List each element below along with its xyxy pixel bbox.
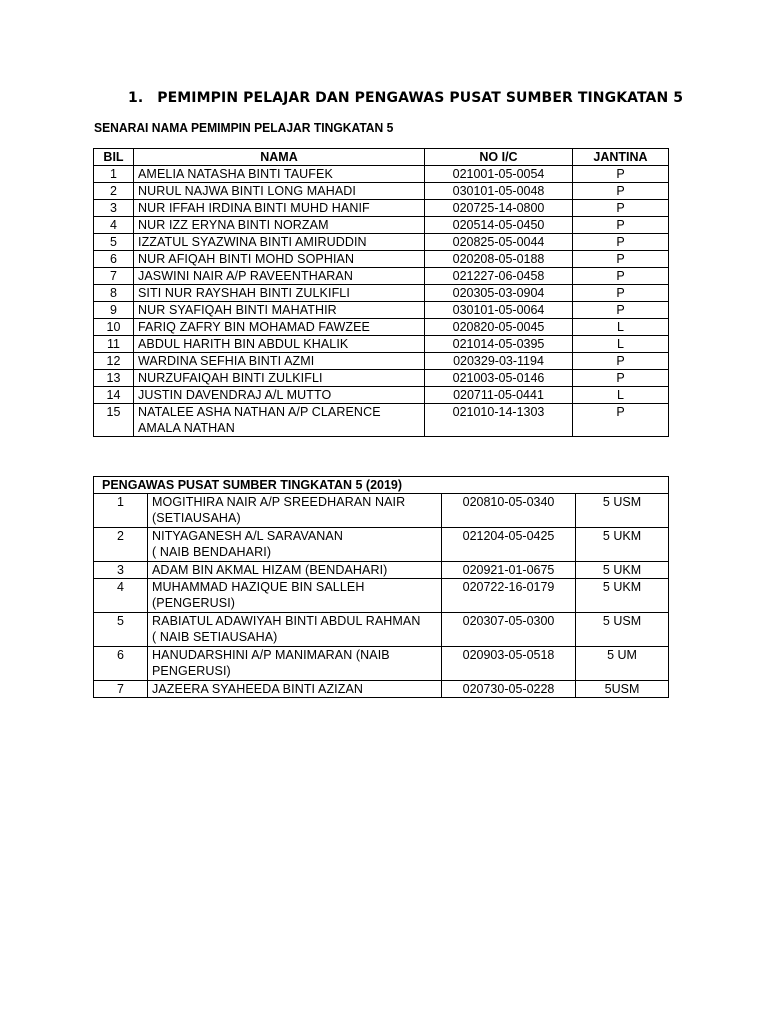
row-noic: 020810-05-0340	[442, 494, 576, 528]
librarians-table-body	[94, 494, 669, 698]
row-bil: 3	[94, 200, 134, 217]
row-noic: 020208-05-0188	[425, 251, 573, 268]
table-row	[94, 404, 669, 437]
row-bil: 6	[94, 647, 148, 681]
row-nama	[148, 562, 442, 579]
row-class: 5 UKM	[576, 562, 669, 579]
row-nama-text: MOGITHIRA NAIR A/P SREEDHARAN NAIR	[152, 495, 406, 509]
table-row	[94, 166, 669, 183]
table-row	[94, 353, 669, 370]
table-row	[94, 319, 669, 336]
row-bil: 5	[94, 613, 148, 647]
row-role-text: PENGERUSI)	[152, 664, 231, 678]
row-nama	[148, 528, 442, 562]
row-nama	[148, 647, 442, 681]
header-jantina: JANTINA	[573, 149, 669, 166]
leaders-header-row	[94, 149, 669, 166]
row-role-text: ( NAIB BENDAHARI)	[152, 545, 272, 559]
row-noic: 020730-05-0228	[442, 681, 576, 698]
row-jantina: P	[573, 166, 669, 183]
row-noic: 020329-03-1194	[425, 353, 573, 370]
row-noic: 030101-05-0064	[425, 302, 573, 319]
row-bil: 2	[94, 183, 134, 200]
row-role-text: (SETIAUSAHA)	[152, 511, 241, 525]
table-row	[94, 302, 669, 319]
leaders-list-title: SENARAI NAMA PEMIMPIN PELAJAR TINGKATAN 5	[94, 120, 394, 135]
header-noic: NO I/C	[425, 149, 573, 166]
row-jantina: L	[573, 387, 669, 404]
table-row	[94, 285, 669, 302]
row-nama-text: RABIATUL ADAWIYAH BINTI ABDUL RAHMAN	[152, 614, 421, 628]
row-class: 5 UM	[576, 647, 669, 681]
table-row	[94, 562, 669, 579]
row-nama	[148, 494, 442, 528]
row-noic: 020514-05-0450	[425, 217, 573, 234]
row-noic: 020921-01-0675	[442, 562, 576, 579]
row-class: 5 USM	[576, 613, 669, 647]
row-noic: 020903-05-0518	[442, 647, 576, 681]
table-row	[94, 579, 669, 613]
leaders-table	[93, 148, 669, 437]
table-row	[94, 370, 669, 387]
row-bil: 15	[94, 404, 134, 437]
row-noic: 020820-05-0045	[425, 319, 573, 336]
row-bil: 1	[94, 166, 134, 183]
row-nama-text: NITYAGANESH A/L SARAVANAN	[152, 529, 343, 543]
row-nama: NUR IFFAH IRDINA BINTI MUHD HANIF	[134, 200, 425, 217]
row-role-text: ( NAIB SETIAUSAHA)	[152, 630, 278, 644]
row-bil: 12	[94, 353, 134, 370]
row-nama	[148, 681, 442, 698]
row-class: 5 UKM	[576, 528, 669, 562]
table-row	[94, 528, 669, 562]
row-jantina: P	[573, 302, 669, 319]
row-noic: 020722-16-0179	[442, 579, 576, 613]
table-row	[94, 251, 669, 268]
row-noic: 020825-05-0044	[425, 234, 573, 251]
table-row	[94, 217, 669, 234]
row-nama: ABDUL HARITH BIN ABDUL KHALIK	[134, 336, 425, 353]
row-bil: 11	[94, 336, 134, 353]
document-heading	[128, 90, 683, 106]
row-bil: 13	[94, 370, 134, 387]
row-nama: JASWINI NAIR A/P RAVEENTHARAN	[134, 268, 425, 285]
row-nama: WARDINA SEFHIA BINTI AZMI	[134, 353, 425, 370]
row-nama: NUR IZZ ERYNA BINTI NORZAM	[134, 217, 425, 234]
row-nama: JUSTIN DAVENDRAJ A/L MUTTO	[134, 387, 425, 404]
row-class: 5 UKM	[576, 579, 669, 613]
row-jantina: L	[573, 319, 669, 336]
table-row	[94, 336, 669, 353]
row-bil: 9	[94, 302, 134, 319]
row-jantina: P	[573, 217, 669, 234]
row-noic: 021227-06-0458	[425, 268, 573, 285]
librarians-table	[93, 476, 669, 698]
row-nama: IZZATUL SYAZWINA BINTI AMIRUDDIN	[134, 234, 425, 251]
row-jantina: P	[573, 370, 669, 387]
row-noic: 020307-05-0300	[442, 613, 576, 647]
row-bil: 4	[94, 579, 148, 613]
row-nama	[148, 613, 442, 647]
table-row	[94, 268, 669, 285]
row-noic: 021003-05-0146	[425, 370, 573, 387]
row-jantina: P	[573, 251, 669, 268]
row-noic: 021204-05-0425	[442, 528, 576, 562]
row-noic: 020725-14-0800	[425, 200, 573, 217]
row-nama: FARIQ ZAFRY BIN MOHAMAD FAWZEE	[134, 319, 425, 336]
row-nama: AMELIA NATASHA BINTI TAUFEK	[134, 166, 425, 183]
row-bil: 2	[94, 528, 148, 562]
row-nama: NURZUFAIQAH BINTI ZULKIFLI	[134, 370, 425, 387]
row-nama-text: ADAM BIN AKMAL HIZAM (BENDAHARI)	[152, 563, 388, 577]
row-nama: NURUL NAJWA BINTI LONG MAHADI	[134, 183, 425, 200]
table-row	[94, 494, 669, 528]
row-jantina: P	[573, 285, 669, 302]
row-nama-text: MUHAMMAD HAZIQUE BIN SALLEH	[152, 580, 365, 594]
row-bil: 5	[94, 234, 134, 251]
row-noic: 020305-03-0904	[425, 285, 573, 302]
row-nama-text: HANUDARSHINI A/P MANIMARAN (NAIB	[152, 648, 390, 662]
row-jantina: P	[573, 404, 669, 437]
librarians-table-title: PENGAWAS PUSAT SUMBER TINGKATAN 5 (2019)	[94, 477, 669, 494]
row-noic: 020711-05-0441	[425, 387, 573, 404]
table-row	[94, 613, 669, 647]
table-row	[94, 681, 669, 698]
row-noic: 021001-05-0054	[425, 166, 573, 183]
table-row	[94, 387, 669, 404]
heading-text: PEMIMPIN PELAJAR DAN PENGAWAS PUSAT SUMBER TINGKATAN 5	[157, 90, 684, 106]
row-nama: NUR AFIQAH BINTI MOHD SOPHIAN	[134, 251, 425, 268]
heading-number: 1.	[128, 90, 144, 106]
row-bil: 7	[94, 681, 148, 698]
row-bil: 4	[94, 217, 134, 234]
row-role-text: (PENGERUSI)	[152, 596, 236, 610]
row-nama: NUR SYAFIQAH BINTI MAHATHIR	[134, 302, 425, 319]
row-class: 5 USM	[576, 494, 669, 528]
row-nama: SITI NUR RAYSHAH BINTI ZULKIFLI	[134, 285, 425, 302]
table-row	[94, 647, 669, 681]
row-bil: 1	[94, 494, 148, 528]
row-class: 5USM	[576, 681, 669, 698]
row-jantina: P	[573, 183, 669, 200]
row-noic: 030101-05-0048	[425, 183, 573, 200]
leaders-table-body	[94, 166, 669, 437]
librarians-title-row	[94, 477, 669, 494]
row-bil: 14	[94, 387, 134, 404]
row-jantina: P	[573, 268, 669, 285]
table-row	[94, 234, 669, 251]
header-nama: NAMA	[134, 149, 425, 166]
row-jantina: P	[573, 353, 669, 370]
row-bil: 7	[94, 268, 134, 285]
row-noic: 021014-05-0395	[425, 336, 573, 353]
row-bil: 3	[94, 562, 148, 579]
row-jantina: P	[573, 234, 669, 251]
row-nama-text: JAZEERA SYAHEEDA BINTI AZIZAN	[152, 682, 364, 696]
header-bil: BIL	[94, 149, 134, 166]
row-bil: 10	[94, 319, 134, 336]
row-bil: 8	[94, 285, 134, 302]
table-row	[94, 183, 669, 200]
row-jantina: P	[573, 200, 669, 217]
row-nama	[148, 579, 442, 613]
row-nama: NATALEE ASHA NATHAN A/P CLARENCE AMALA NATHAN	[134, 404, 425, 437]
row-jantina: L	[573, 336, 669, 353]
row-bil: 6	[94, 251, 134, 268]
table-row	[94, 200, 669, 217]
row-noic: 021010-14-1303	[425, 404, 573, 437]
